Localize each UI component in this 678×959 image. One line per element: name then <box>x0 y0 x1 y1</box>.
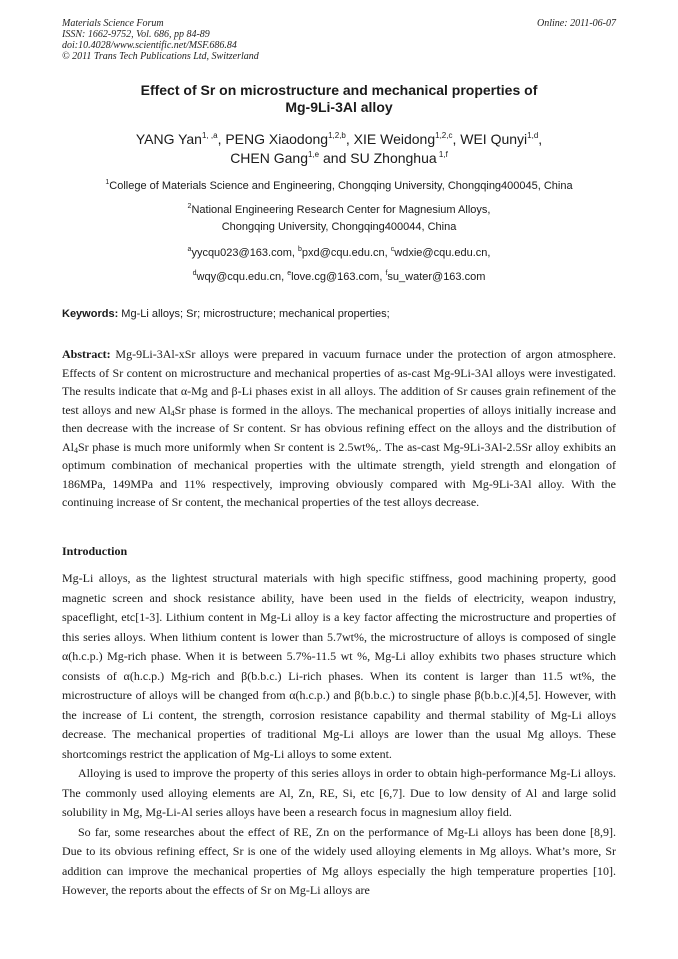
author-affil-marker: 1,2,b <box>328 131 346 140</box>
affiliation-2 <box>50 202 628 236</box>
email-row-2 <box>50 269 628 286</box>
email-marker: a <box>187 246 192 253</box>
email-marker: c <box>390 246 395 253</box>
email-address[interactable]: yycqu023@163.com <box>191 247 292 259</box>
abstract-text-1: Mg-9Li-3Al-xSr alloys were prepared in vacuum furnace under the protection of argon atmosphere. Effects of Sr content on microstructure and mechanical properties of as-cast Mg-9Li-3Al alloys were investigated. The results indicate that α-Mg and β-Li phases exist in all alloys. The addition of Sr causes grain refinement of the test alloys and new Al <box>62 347 616 417</box>
email-line-2 <box>50 269 628 286</box>
author-row-2 <box>62 149 616 168</box>
affiliation-2-row-2: Chongqing University, Chongqing400044, China <box>221 221 457 233</box>
journal-name: Materials Science Forum <box>62 18 164 29</box>
abstract-text-2: Sr phase is formed in the alloys. The mechanical properties of alloys initially increase and then decrease with the increase of Sr content. Sr has obvious refining effect on the alloys and the distribution of Al <box>62 402 617 454</box>
keywords-label: Keywords: <box>62 308 119 320</box>
affiliation-text: National Engineering Research Center for Magnesium Alloys, <box>191 204 491 216</box>
introduction-paragraph-2: Alloying is used to improve the property of this series alloys in order to obtain high-performance Mg-Li alloys. The commonly used alloying elements are Al, Zn, RE, Si, etc [6,7]. Due to low density of Al and large solid solubility in Mg, Mg-Li-Al series alloys have been a research focus in magnesium alloy field. <box>62 766 616 819</box>
abstract-label: Abstract: <box>62 347 111 361</box>
author-row-1 <box>62 130 616 149</box>
email-marker: d <box>192 270 197 277</box>
email-marker: f <box>385 270 388 277</box>
journal-issn: ISSN: 1662-9752, Vol. 686, pp 84-89 <box>62 29 210 40</box>
journal-copyright: © 2011 Trans Tech Publications Ltd, Switzerland <box>62 51 259 62</box>
email-marker: e <box>287 270 292 277</box>
email-marker: b <box>298 246 302 253</box>
introduction-paragraph-1: Mg-Li alloys, as the lightest structural materials with high specific stiffness, good machining property, good magnetic screen and shock resistance ability, have been used in the fields of electricity, weapon industry, spaceflight, etc[1-3]. Lithium content in Mg-Li alloy is a key factor affecting the microstructure and properties of this series alloys. When lithium content is lower than 5.7wt%, the microstructure of alloys is composed of single α(h.c.p.) Mg-rich phase. When it is between 5.7%-11.5 wt %, Mg-Li alloy exhibits two phases structure which consists of α(h.c.p.) Mg-rich and β(b.b.c.) Li-rich phases. When its content is larger than 11.5 wt%, the microstructure of alloys will be changed from α(h.c.p.) and β(b.b.c.) to single phase β(b.b.c.)[4,5]. However, with the increase of Li content, the strength, corrosion resistance capability and thermal stability of Mg-Li alloys decrease. The mechanical properties of traditional Mg-Li alloys are lower than the usual Mg alloys. These shortcomings restrict the application of Mg-Li alloys to some extent. <box>62 571 616 761</box>
paper-title-line-2: Mg-9Li-3Al alloy <box>285 99 393 115</box>
paper-title <box>62 82 616 116</box>
abstract <box>62 345 616 512</box>
email-separator: , <box>281 271 288 283</box>
author-separator: and <box>319 150 351 166</box>
introduction-body <box>62 569 616 901</box>
author-affil-marker: 1,e <box>308 150 320 159</box>
author-affil-marker: 1,d <box>527 131 539 140</box>
email-separator: , <box>291 247 299 259</box>
affiliation-text: College of Materials Science and Engineering, Chongqing University, Chongqing400045, China <box>109 180 573 192</box>
abstract-subscript-1: 4 <box>170 408 175 418</box>
affiliation-2-row-1 <box>50 202 628 219</box>
author-name: YANG Yan <box>135 131 202 147</box>
email-address[interactable]: wdxie@cqu.edu.cn, <box>394 247 491 259</box>
email-separator: , <box>379 271 386 283</box>
affiliation-1-row <box>50 178 628 195</box>
affiliation-marker: 2 <box>187 203 192 210</box>
author-separator: , <box>538 131 543 147</box>
abstract-text-3: Sr phase is much more uniformly when Sr content is 2.5wt%,. The as-cast Mg-9Li-3Al-2.5Sr alloy exhibits an optimum combination of mechanical properties with the ultimate strength, yield strength and elongation of 186MPa, 149MPa and 11% respectively, improving obviously compared with Mg-9Li-3Al alloy. With the continuing increase of Sr content, the mechanical properties of the test alloys decrease. <box>62 439 616 509</box>
author-separator: , <box>345 131 354 147</box>
author-name: CHEN Gang <box>230 150 308 166</box>
email-address[interactable]: pxd@cqu.edu.cn <box>301 247 385 259</box>
email-separator: , <box>384 247 391 259</box>
email-row-1 <box>50 245 628 262</box>
author-separator: , <box>217 131 226 147</box>
journal-header <box>62 18 616 62</box>
paper-title-line-1: Effect of Sr on microstructure and mechanical properties of <box>140 82 538 98</box>
online-date: Online: 2011-06-07 <box>537 18 616 29</box>
author-name: PENG Xiaodong <box>225 131 329 147</box>
keywords-text: Mg-Li alloys; Sr; microstructure; mechanical properties; <box>118 308 390 320</box>
abstract-subscript-2: 4 <box>74 445 78 455</box>
affiliation-marker: 1 <box>105 179 110 186</box>
email-address[interactable]: su_water@163.com <box>387 271 486 283</box>
author-affil-marker: 1,f <box>436 150 448 159</box>
email-address[interactable]: love.cg@163.com <box>291 271 380 283</box>
author-name: XIE Weidong <box>353 131 436 147</box>
keywords <box>62 307 616 322</box>
journal-doi: doi:10.4028/www.scientific.net/MSF.686.84 <box>62 40 237 51</box>
introduction-heading: Introduction <box>62 544 128 558</box>
author-affil-marker: 1,2,c <box>435 131 453 140</box>
introduction-paragraph-3: So far, some researches about the effect of RE, Zn on the performance of Mg-Li alloys has been done [8,9]. Due to its obvious refining effect, Sr is one of the widely used alloying elements in Mg alloys. What’s more, Sr addition can improve the mechanical properties of Mg alloys especially the high temperature properties [10]. However, the reports about the effects of Sr on Mg-Li alloys are <box>62 824 616 897</box>
author-name: WEI Qunyi <box>460 131 528 147</box>
author-list <box>62 130 616 168</box>
author-name: SU Zhonghua <box>350 150 437 166</box>
author-affil-marker: 1, ,a <box>201 131 218 140</box>
email-line-1 <box>50 245 628 262</box>
affiliation-1 <box>50 178 628 195</box>
author-separator: , <box>452 131 461 147</box>
email-address[interactable]: wqy@cqu.edu.cn <box>196 271 282 283</box>
